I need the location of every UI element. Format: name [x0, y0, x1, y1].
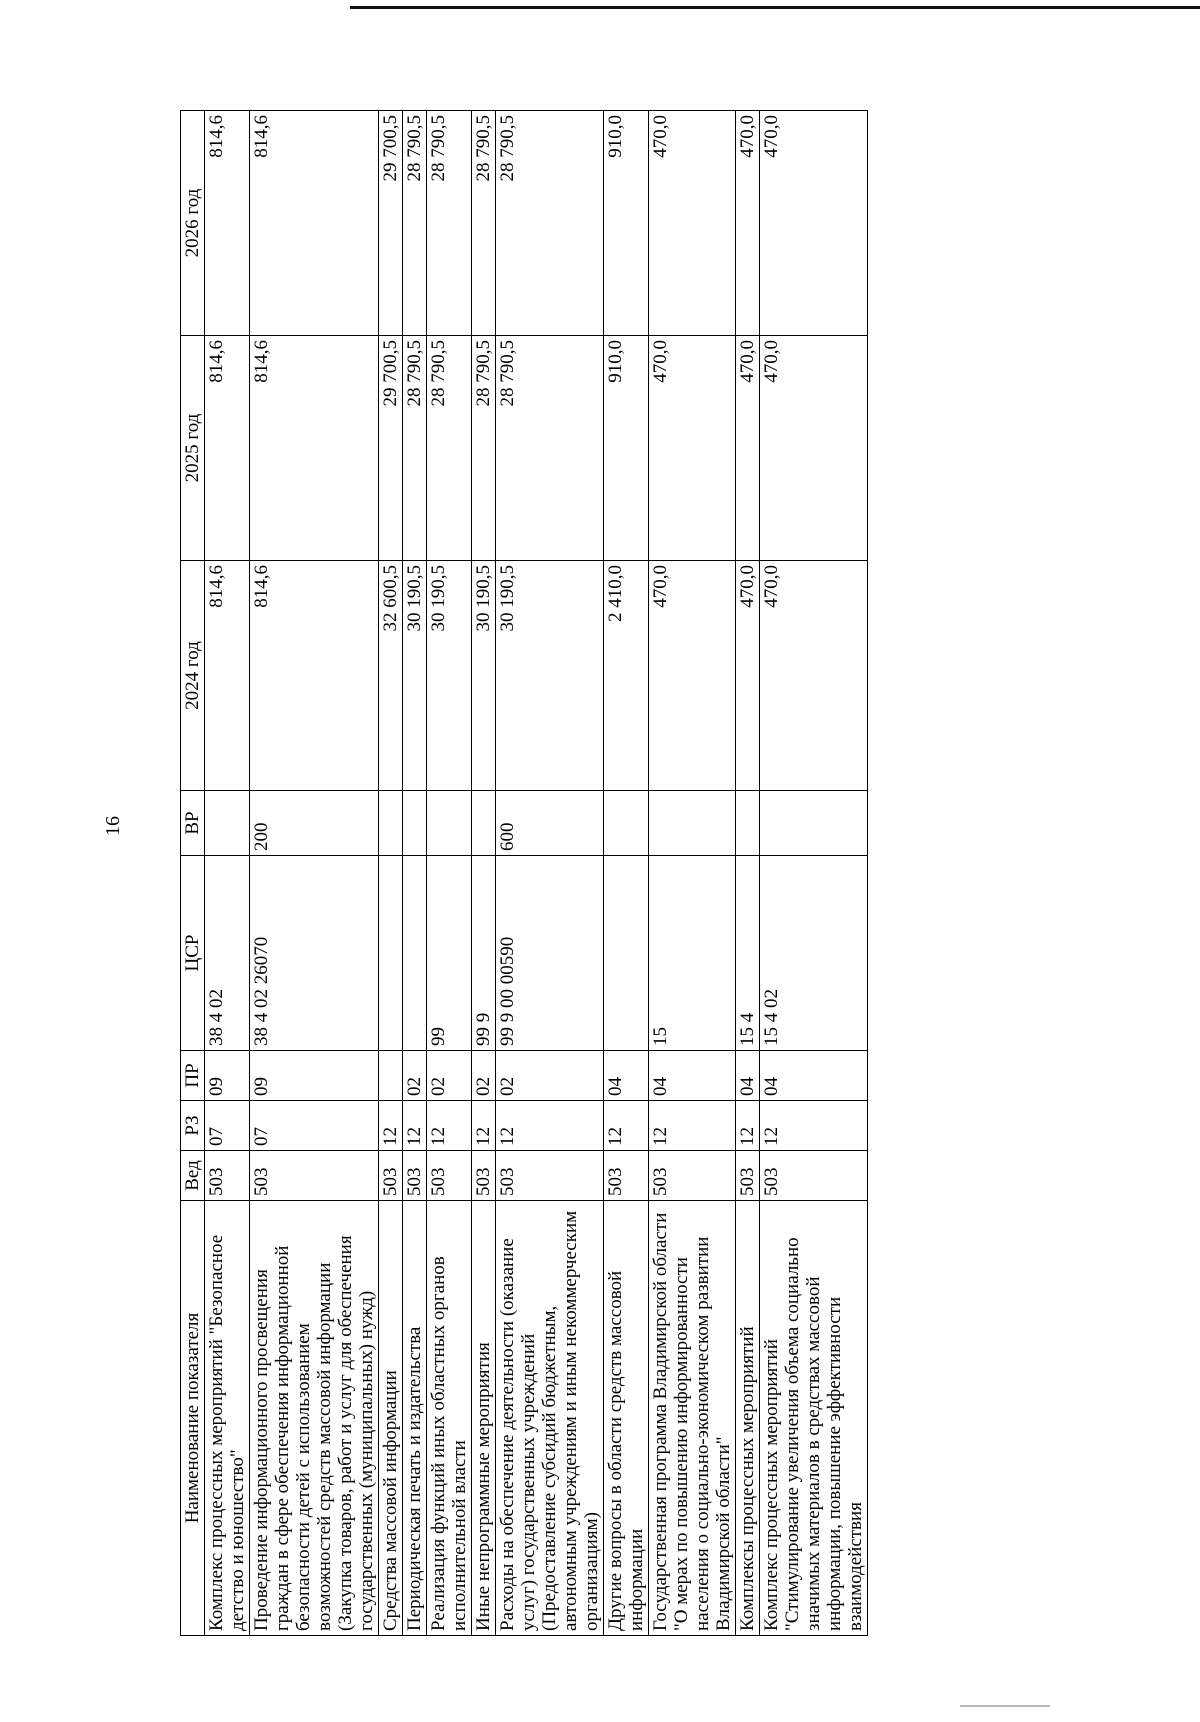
cell-ved: 503: [496, 1151, 604, 1201]
cell-ved: 503: [250, 1151, 379, 1201]
cell-pr: 02: [403, 1051, 427, 1101]
cell-pr: 04: [736, 1051, 760, 1101]
cell-y2026: 28 790,5: [403, 111, 427, 336]
cell-y2024: 2 410,0: [604, 561, 649, 791]
table-row: [403, 111, 427, 1636]
cell-rz: 12: [736, 1101, 760, 1151]
cell-name: Реализация функций иных областных органов исполнительной власти: [427, 1201, 472, 1636]
cell-rz: 07: [205, 1101, 250, 1151]
cell-rz: 07: [250, 1101, 379, 1151]
cell-csr: 15 4 02: [760, 856, 868, 1051]
cell-y2025: 470,0: [736, 336, 760, 561]
cell-ved: 503: [205, 1151, 250, 1201]
cell-ved: 503: [736, 1151, 760, 1201]
cell-rz: 12: [649, 1101, 736, 1151]
budget-table: [180, 110, 868, 1636]
cell-vr: [736, 791, 760, 856]
cell-y2025: 29 700,5: [379, 336, 403, 561]
cell-csr: [379, 856, 403, 1051]
cell-name: Средства массовой информации: [379, 1201, 403, 1636]
cell-rz: 12: [496, 1101, 604, 1151]
cell-y2026: 29 700,5: [379, 111, 403, 336]
cell-vr: 200: [250, 791, 379, 856]
cell-csr: 99 9 00 00590: [496, 856, 604, 1051]
table-row: [736, 111, 760, 1636]
cell-y2024: 32 600,5: [379, 561, 403, 791]
cell-y2025: 910,0: [604, 336, 649, 561]
cell-y2025: 470,0: [649, 336, 736, 561]
cell-y2025: 814,6: [205, 336, 250, 561]
cell-y2026: 28 790,5: [496, 111, 604, 336]
header-pr: ПР: [181, 1051, 205, 1101]
cell-ved: 503: [760, 1151, 868, 1201]
table-row: [496, 111, 604, 1636]
header-ved: Вед: [181, 1151, 205, 1201]
cell-csr: 38 4 02 26070: [250, 856, 379, 1051]
cell-y2025: 28 790,5: [472, 336, 496, 561]
cell-y2025: 28 790,5: [403, 336, 427, 561]
cell-ved: 503: [649, 1151, 736, 1201]
cell-vr: [379, 791, 403, 856]
cell-name: Комплексы процессных мероприятий: [736, 1201, 760, 1636]
cell-name: Расходы на обеспечение деятельности (оказание услуг) государственных учреждений (Предоставление субсидий бюджетным, автономным учреждениям и иным некоммерческим организациям): [496, 1201, 604, 1636]
cell-pr: 04: [604, 1051, 649, 1101]
cell-rz: 12: [472, 1101, 496, 1151]
cell-y2024: 814,6: [250, 561, 379, 791]
cell-y2024: 814,6: [205, 561, 250, 791]
cell-y2024: 470,0: [736, 561, 760, 791]
table-row: [472, 111, 496, 1636]
cell-ved: 503: [379, 1151, 403, 1201]
cell-name: Периодическая печать и издательства: [403, 1201, 427, 1636]
cell-vr: [427, 791, 472, 856]
table-row: [760, 111, 868, 1636]
cell-y2026: 470,0: [649, 111, 736, 336]
cell-pr: 04: [760, 1051, 868, 1101]
cell-y2026: 470,0: [760, 111, 868, 336]
header-rz: РЗ: [181, 1101, 205, 1151]
cell-vr: [403, 791, 427, 856]
cell-vr: 600: [496, 791, 604, 856]
cell-y2024: 30 190,5: [472, 561, 496, 791]
table-row: [604, 111, 649, 1636]
cell-ved: 503: [403, 1151, 427, 1201]
table-row: [379, 111, 403, 1636]
cell-y2024: 470,0: [649, 561, 736, 791]
cell-y2026: 28 790,5: [427, 111, 472, 336]
cell-rz: 12: [379, 1101, 403, 1151]
cell-csr: [604, 856, 649, 1051]
cell-pr: [379, 1051, 403, 1101]
scan-top-border: [350, 6, 1200, 9]
cell-name: Государственная программа Владимирской области "О мерах по повышению информированности населения о социально-экономическом развитии Владимирской области": [649, 1201, 736, 1636]
cell-pr: 02: [496, 1051, 604, 1101]
header-2024: 2024 год: [181, 561, 205, 791]
cell-csr: 99 9: [472, 856, 496, 1051]
cell-rz: 12: [403, 1101, 427, 1151]
cell-csr: 38 4 02: [205, 856, 250, 1051]
cell-vr: [604, 791, 649, 856]
page-number: 16: [102, 816, 124, 836]
table-row: [649, 111, 736, 1636]
cell-y2024: 470,0: [760, 561, 868, 791]
cell-name: Комплекс процессных мероприятий "Безопасное детство и юношество": [205, 1201, 250, 1636]
cell-ved: 503: [472, 1151, 496, 1201]
cell-name: Комплекс процессных мероприятий "Стимулирование увеличения объема социально значимых материалов в средствах массовой информации, повышение эффективности взаимодействия: [760, 1201, 868, 1636]
cell-rz: 12: [427, 1101, 472, 1151]
header-2025: 2025 год: [181, 336, 205, 561]
cell-csr: 15 4: [736, 856, 760, 1051]
scan-artifact: [960, 1705, 1050, 1707]
cell-pr: 02: [472, 1051, 496, 1101]
cell-y2024: 30 190,5: [427, 561, 472, 791]
cell-pr: 09: [205, 1051, 250, 1101]
cell-vr: [472, 791, 496, 856]
cell-y2026: 910,0: [604, 111, 649, 336]
table-row: [250, 111, 379, 1636]
cell-y2024: 30 190,5: [403, 561, 427, 791]
cell-rz: 12: [604, 1101, 649, 1151]
cell-name: Иные непрограммные мероприятия: [472, 1201, 496, 1636]
table-row: [205, 111, 250, 1636]
cell-vr: [205, 791, 250, 856]
table-row: [427, 111, 472, 1636]
cell-y2025: 470,0: [760, 336, 868, 561]
cell-ved: 503: [604, 1151, 649, 1201]
cell-csr: 99: [427, 856, 472, 1051]
cell-y2026: 470,0: [736, 111, 760, 336]
cell-y2026: 814,6: [250, 111, 379, 336]
cell-csr: 15: [649, 856, 736, 1051]
cell-y2024: 30 190,5: [496, 561, 604, 791]
cell-pr: 02: [427, 1051, 472, 1101]
cell-csr: [403, 856, 427, 1051]
cell-ved: 503: [427, 1151, 472, 1201]
header-2026: 2026 год: [181, 111, 205, 336]
cell-y2026: 814,6: [205, 111, 250, 336]
cell-y2025: 814,6: [250, 336, 379, 561]
header-name: Наименование показателя: [181, 1201, 205, 1636]
cell-rz: 12: [760, 1101, 868, 1151]
cell-y2026: 28 790,5: [472, 111, 496, 336]
cell-y2025: 28 790,5: [496, 336, 604, 561]
cell-name: Другие вопросы в области средств массовой информации: [604, 1201, 649, 1636]
table-header-row: [181, 111, 205, 1636]
rotated-table-container: [180, 111, 868, 1636]
header-vr: ВР: [181, 791, 205, 856]
cell-vr: [649, 791, 736, 856]
cell-y2025: 28 790,5: [427, 336, 472, 561]
cell-vr: [760, 791, 868, 856]
cell-pr: 04: [649, 1051, 736, 1101]
header-csr: ЦСР: [181, 856, 205, 1051]
table-body: [205, 111, 868, 1636]
cell-pr: 09: [250, 1051, 379, 1101]
cell-name: Проведение информационного просвещения граждан в сфере обеспечения информационной безопасности детей с использованием возможностей средств массовой информации (Закупка товаров, работ и услуг для обеспечения государственных (муниципальных) нужд): [250, 1201, 379, 1636]
